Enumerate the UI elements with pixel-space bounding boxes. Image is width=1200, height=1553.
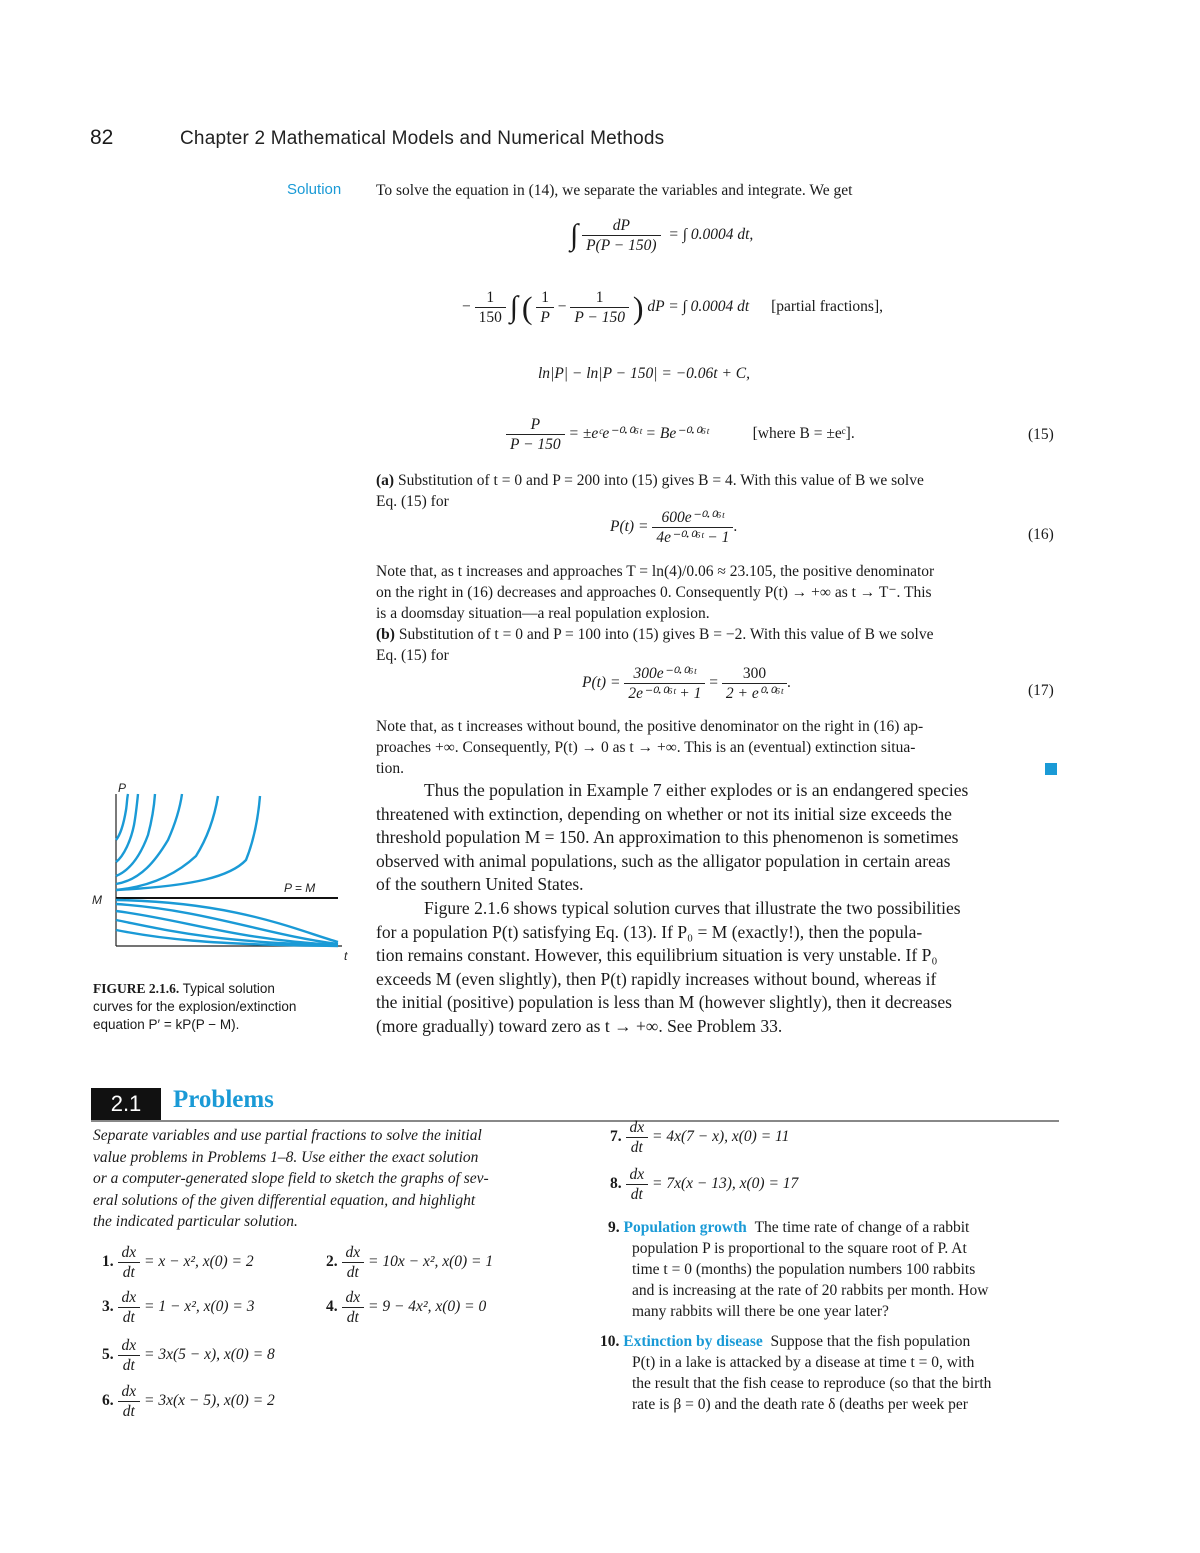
x-axis-label: t (344, 949, 348, 963)
problem-8: 8. $\frac{dx}{dt}$ = 7x(x − 13), x(0) = 17 (610, 1166, 799, 1203)
paragraph-2: Figure 2.1.6 shows typical solution curves that illustrate the two possibilities for a population P(t) satisfying Eq. (13). If P₀ = M (exactly!), then the popula- tion remains constant. However, this equilibrium situation is very unstable. If P₀ exceeds M (even slightly), then P(t) rapidly increases without bound, whereas if the initial (positive) population is less than M (however slightly), then it decreases (more gradually) toward zero as t → +∞. See Problem 33. (376, 898, 961, 1036)
note-a: Note that, as t increases and approaches T = ln(4)/0.06 ≈ 23.105, the positive denominator on the right in (16) decreases and approaches 0. Consequently P(t) → +∞ as t → T⁻. This is a doomsday situation—a real population explosion. (376, 563, 935, 622)
note-b: Note that, as t increases without bound, the positive denominator on the right in (16) ap- proaches +∞. Consequently, P(t) → 0 as t → +∞. This is an (eventual) extinction situa- tion. (376, 718, 924, 777)
equation-16: P(t) = $\frac{\text{600e⁻⁰·⁰⁶ᵗ}}{\text{4e⁻⁰·⁰⁶ᵗ − 1}}$ . (610, 509, 738, 546)
figure-2-1-6 (86, 780, 356, 970)
problem-2: 2. $\frac{dx}{dt}$ = 10x − x², x(0) = 1 (326, 1244, 494, 1281)
problems-intro: Separate variables and use partial fractions to solve the initial value problems in Problems 1–8. Use either the exact solution or a computer-generated slope field to sketch the graphs of sev- eral solutions of the given differential equation, and highlight the indicated particular solution. (93, 1127, 489, 1230)
problem-1: 1. $\frac{dx}{dt}$ = x − x², x(0) = 2 (102, 1244, 254, 1281)
problem-10: 10. Extinction by disease Suppose that the fish population P(t) in a lake is attacked by a disease at time t = 0, with the result that the fish cease to reproduce (so that the birth rate is β = 0) and the death rate δ (deaths per week per (600, 1333, 992, 1413)
problem-9: 9. Population growth The time rate of change of a rabbit population P is proportional to the square root of P. At time t = 0 (months) the population numbers 100 rabbits and is increasing at the rate of 20 rabbits per month. How many rabbits will there be one year later? (608, 1219, 989, 1320)
equation-2: − $\frac{1}{150}$ ∫ ( $\frac{1}{P}$ − $\frac{1}{P - 150}$ ) dP = ∫ 0.0004 dt [partial fractions], (462, 289, 883, 326)
y-axis-label: P (118, 781, 127, 795)
solution-intro: To solve the equation in (14), we separate the variables and integrate. We get (376, 182, 853, 199)
line-label: P = M (284, 881, 316, 895)
section-title: Problems (173, 1086, 274, 1113)
equation-tag-17: (17) (1028, 682, 1054, 699)
part-b-text: (b) Substitution of t = 0 and P = 100 into (15) gives B = −2. With this value of B we solve Eq. (15) for (376, 626, 934, 664)
problem-7: 7. $\frac{dx}{dt}$ = 4x(7 − x), x(0) = 11 (610, 1119, 790, 1156)
figure-caption: FIGURE 2.1.6. Typical solution curves for the explosion/extinction equation P′ = kP(P − M). (93, 981, 297, 1032)
equation-3: ln|P| − ln|P − 150| = −0.06t + C, (538, 365, 751, 382)
problem-3: 3. $\frac{dx}{dt}$ = 1 − x², x(0) = 3 (102, 1289, 255, 1326)
explosion-curves (116, 794, 260, 890)
section-number: 2.1 (91, 1088, 161, 1120)
end-of-example-marker (1045, 763, 1057, 775)
m-label: M (92, 893, 102, 907)
problem-6: 6. $\frac{dx}{dt}$ = 3x(x − 5), x(0) = 2 (102, 1383, 275, 1420)
section-rule (91, 1120, 1059, 1122)
equation-17: P(t) = $\frac{\text{300e⁻⁰·⁰⁶ᵗ}}{\text{2e⁻⁰·⁰⁶ᵗ + 1}}$ = $\frac{300}{\text{2 + e⁰·⁰⁶ᵗ}}$ . (582, 665, 791, 702)
page-number: 82 (90, 126, 114, 149)
solution-label: Solution (287, 181, 342, 198)
paragraph-1: Thus the population in Example 7 either explodes or is an endangered species threatened with extinction, depending on whether or not its initial size exceeds the threshold population M = 150. An approximation to this phenomenon is sometimes observed with animal populations, such as the alligator population in certain areas of the southern United States. (376, 780, 969, 895)
problem-5: 5. $\frac{dx}{dt}$ = 3x(5 − x), x(0) = 8 (102, 1337, 275, 1374)
equation-tag-16: (16) (1028, 526, 1054, 543)
extinction-curves (116, 900, 338, 946)
explosion-curve (116, 794, 128, 840)
equation-1: ∫ $\frac{dP}{P(P - 150)}$ = ∫ 0.0004 dt, (570, 217, 754, 254)
equation-15: $\frac{P}{P - 150}$ = ±eᶜe⁻⁰·⁰⁶ᵗ = Be⁻⁰·⁰⁶ᵗ [where B = ±eᶜ]. (506, 415, 855, 454)
equation-tag-15: (15) (1028, 426, 1054, 443)
chapter-title: Chapter 2 Mathematical Models and Numerical Methods (180, 128, 665, 149)
part-a-text: (a) Substitution of t = 0 and P = 200 into (15) gives B = 4. With this value of B we solve Eq. (15) for (376, 472, 924, 510)
problem-4: 4. $\frac{dx}{dt}$ = 9 − 4x², x(0) = 0 (326, 1289, 487, 1326)
